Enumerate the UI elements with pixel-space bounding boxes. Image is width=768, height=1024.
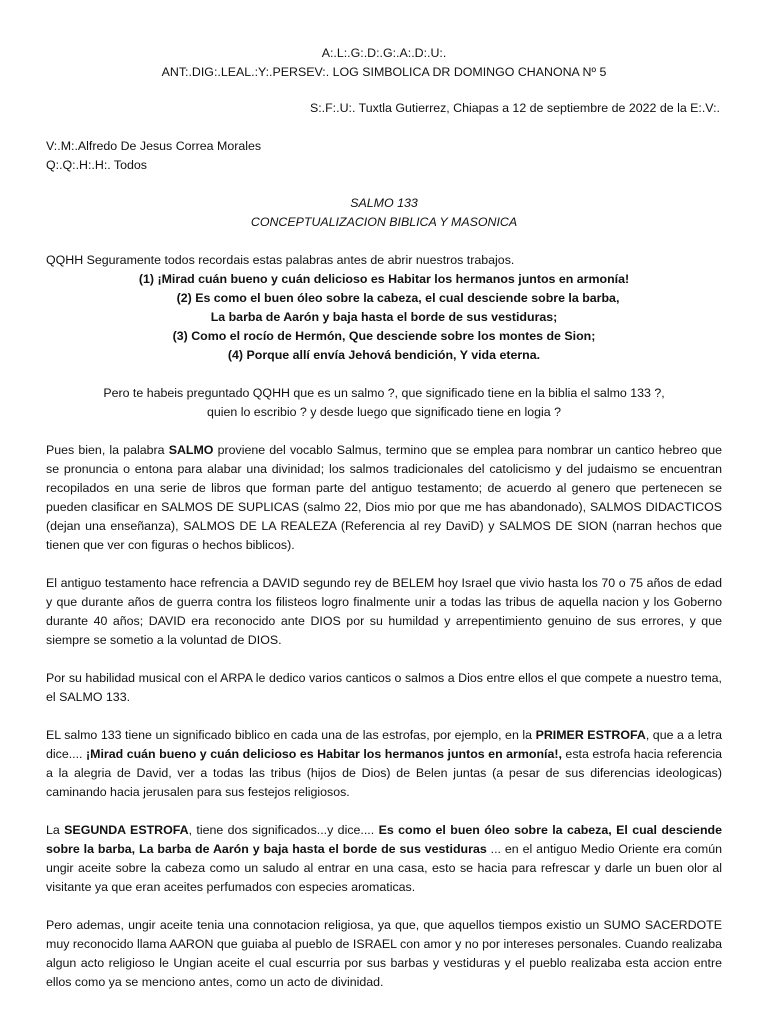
paragraph-arpa: Por su habilidad musical con el ARPA le dedico varios canticos o salmos a Dios entre ellos el que compete a nuestro tema, el SALMO 133. [46, 671, 722, 704]
document-title: SALMO 133 [350, 196, 418, 210]
p1-text-c: proviene del vocablo Salmus, termino que se emplea para nombrar un cantico hebreo que se pronuncia o entona para alabar una divinidad; los salmos tradicionales del catolicismo y del judaismo se encuentran recopilados en una serie de libros que forman parte del antiguo testamento; de acuerdo al genero que pertenecen se pueden clasificar en SALMOS DE SUPLICAS (salmo 22, Dios mio por que me has abandonado), SALMOS DIDACTICOS (dejan una enseñanza), SALMOS DE LA REALEZA (Referencia al rey DaviD) y SALMOS DE SION (narran hechos que tienen que ver con figuras o hechos biblicos). [46, 443, 722, 552]
p5-text-a: La [46, 823, 65, 837]
paragraph-aaron: Pero ademas, ungir aceite tenia una connotacion religiosa, ya que, que aquellos tiempos existio un SUMO SACERDOTE muy reconocido llama AARON que guiaba al pueblo de ISRAEL con amor y no por intereses personales. Cuando realizaba algun acto religioso le Ungian aceite el cual escurria por sus barbas y vestiduras y el pueblo realizaba esta accion entre ellos como ya se menciono antes, como un acto de divinidad. [46, 918, 722, 989]
verse-4: (4) Porque allí envía Jehová bendición, Y vida eterna. [227, 348, 541, 362]
verse-1: (1) ¡Mirad cuán bueno y cuán delicioso es Habitar los hermanos juntos en armonía! [138, 272, 630, 286]
paragraph-david: El antiguo testamento hace refrencia a DAVID segundo rey de BELEM hoy Israel que vivio hasta los 70 o 75 años de edad y que durante años de guerra contra los filisteos logro finalmente unir a todas las tribus de aquella nacion y los Goberno durante 40 años; DAVID era reconocido ante DIOS por su humildad y arrepentimiento genuino de sus errores, y que siempre se sometio a la voluntad de DIOS. [46, 576, 722, 647]
p4-text-c: , que a a letra dice.... [46, 728, 722, 761]
question-line-1: Pero te habeis preguntado QQHH que es un salmo ?, que significado tiene en la biblia el salmo 133 ?, [103, 386, 665, 400]
p1-text-a: Pues bien, la palabra [46, 443, 169, 457]
verse-2a: (2) Es como el buen óleo sobre la cabeza, el cual desciende sobre la barba, [176, 291, 620, 305]
paragraph-segunda-estrofa [46, 821, 722, 897]
document-subtitle: CONCEPTUALIZACION BIBLICA Y MASONICA [250, 215, 518, 229]
paragraph-primer-estrofa [46, 726, 722, 802]
verse-3: (3) Como el rocío de Hermón, Que desciende sobre los montes de Sion; [172, 329, 596, 343]
paragraph-salmo-definition [46, 441, 722, 555]
p5-bold-verse: Es como el buen óleo sobre la cabeza, El cual desciende sobre la barba, La barba de Aarón y baja hasta el borde de sus vestiduras [46, 823, 722, 856]
p4-bold-primer: PRIMER ESTROFA [535, 728, 646, 742]
p5-text-e: ... en el antiguo Medio Oriente era común ungir aceite sobre la cabeza como un saludo al entrar en una casa, esto se hacia para refrescar y darle un buen olor al visitante ya que eran aceites perfumados con especies aromaticas. [46, 842, 722, 894]
verse-2b: La barba de Aarón y baja hasta el borde de sus vestiduras; [210, 310, 558, 324]
header-line-1: A:.L:.G:.D:.G:.A:.D:.U:. [321, 46, 447, 60]
header-line-2: ANT:.DIG:.LEAL.:Y:.PERSEV:. LOG SIMBOLICA DR DOMINGO CHANONA Nº 5 [161, 65, 607, 79]
p1-bold-salmo: SALMO [168, 443, 214, 457]
intro-text: QQHH Seguramente todos recordais estas palabras antes de abrir nuestros trabajos. [46, 253, 515, 267]
place-date: S:.F:.U:. Tuxtla Gutierrez, Chiapas a 12 de septiembre de 2022 de la E:.V:. [309, 101, 720, 115]
p4-text-a: EL salmo 133 tiene un significado biblico en cada una de las estrofas, por ejemplo, en la [46, 728, 536, 742]
question-line-2: quien lo escribio ? y desde luego que significado tiene en logia ? [206, 405, 562, 419]
p5-bold-segunda: SEGUNDA ESTROFA [64, 823, 189, 837]
recipient-1: V:.M:.Alfredo De Jesus Correa Morales [46, 139, 262, 153]
p4-text-e: esta estrofa hacia referencia a la alegria de David, ver a todas las tribus (hijos de Dios) de Belen juntas (a pesar de sus diferencias ideologicas) caminando hacia jerusalen para sus festejos religiosos. [46, 747, 722, 799]
recipient-2: Q:.Q:.H:.H:. Todos [46, 158, 147, 172]
p4-bold-verse: ¡Mirad cuán bueno y cuán delicioso es Habitar los hermanos juntos en armonía!, [86, 747, 562, 761]
p5-text-c: , tiene dos significados...y dice.... [188, 823, 379, 837]
